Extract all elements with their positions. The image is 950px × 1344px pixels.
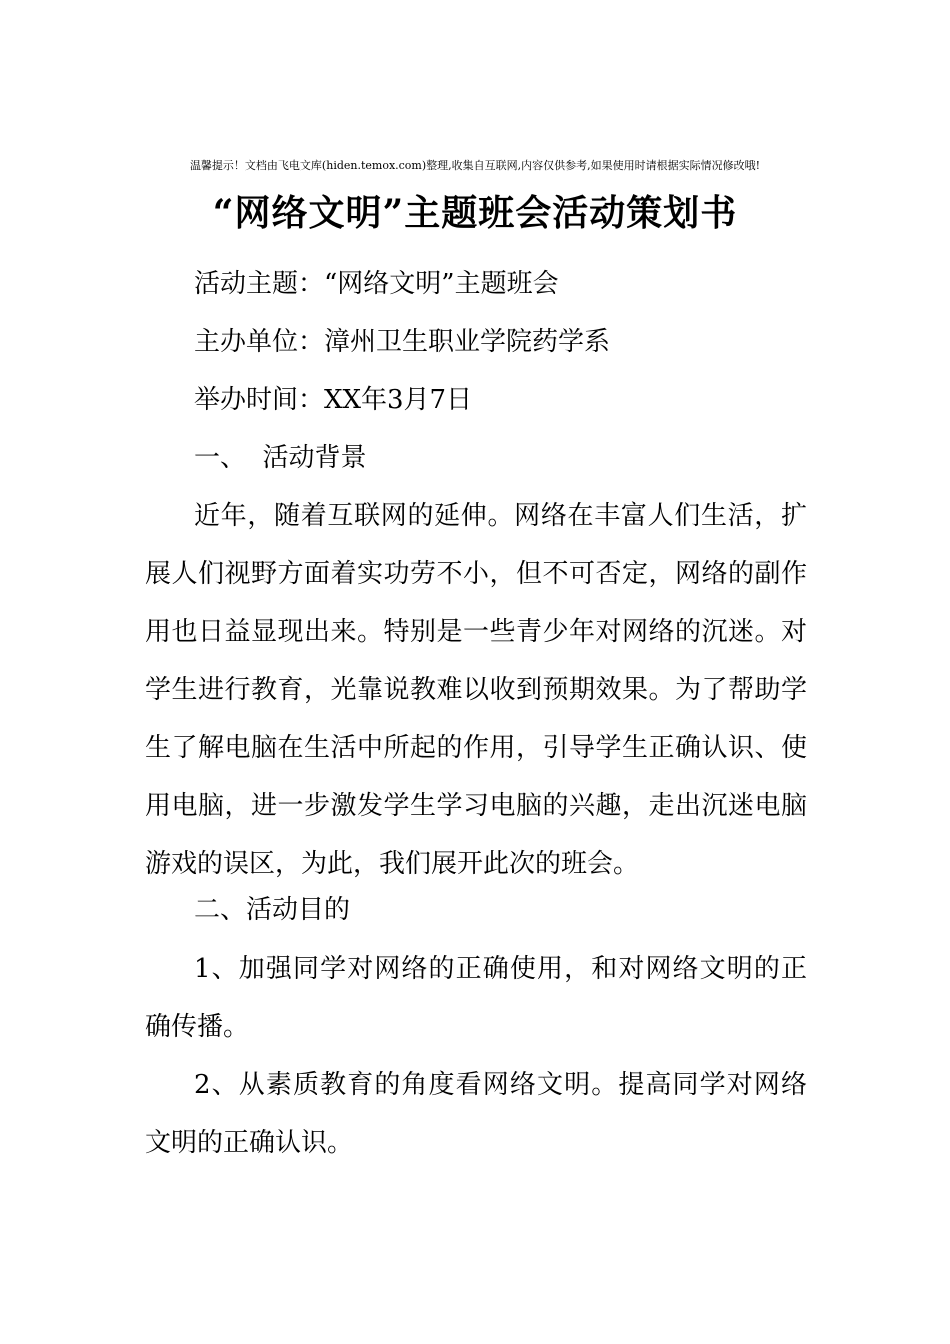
goal-item-1: 1、加强同学对网络的正确使用，和对网络文明的正确传播。 xyxy=(145,954,807,1042)
goal-item-2: 2、从素质教育的角度看网络文明。提高同学对网络文明的正确认识。 xyxy=(145,1070,807,1158)
activity-theme: 活动主题：“网络文明”主题班会 xyxy=(194,269,559,299)
organizer: 主办单位：漳州卫生职业学院药学系 xyxy=(194,327,611,357)
section-heading-background: 一、 活动背景 xyxy=(194,443,367,473)
background-paragraph: 近年，随着互联网的延伸。网络在丰富人们生活，扩展人们视野方面着实功劳不小，但不可否定，网络的副作用也日益显现出来。特别是一些青少年对网络的沉迷。对学生进行教育，光靠说教难以收到预期效果。为了帮助学生了解电脑在生活中所起的作用，引导学生正确认识、使用电脑，进一步激发学生学习电脑的兴趣，走出沉迷电脑游戏的误区，为此，我们展开此次的班会。 xyxy=(145,501,807,879)
section-heading-purpose: 二、活动目的 xyxy=(194,895,351,925)
document-title: “网络文明”主题班会活动策划书 xyxy=(212,192,738,234)
download-notice: 温馨提示！文档由飞电文库(hiden.temox.com)整理,收集自互联网,内容仅供参考,如果使用时请根据实际情况修改哦! xyxy=(189,159,761,172)
event-time: 举办时间：XX年3月7日 xyxy=(194,385,473,415)
